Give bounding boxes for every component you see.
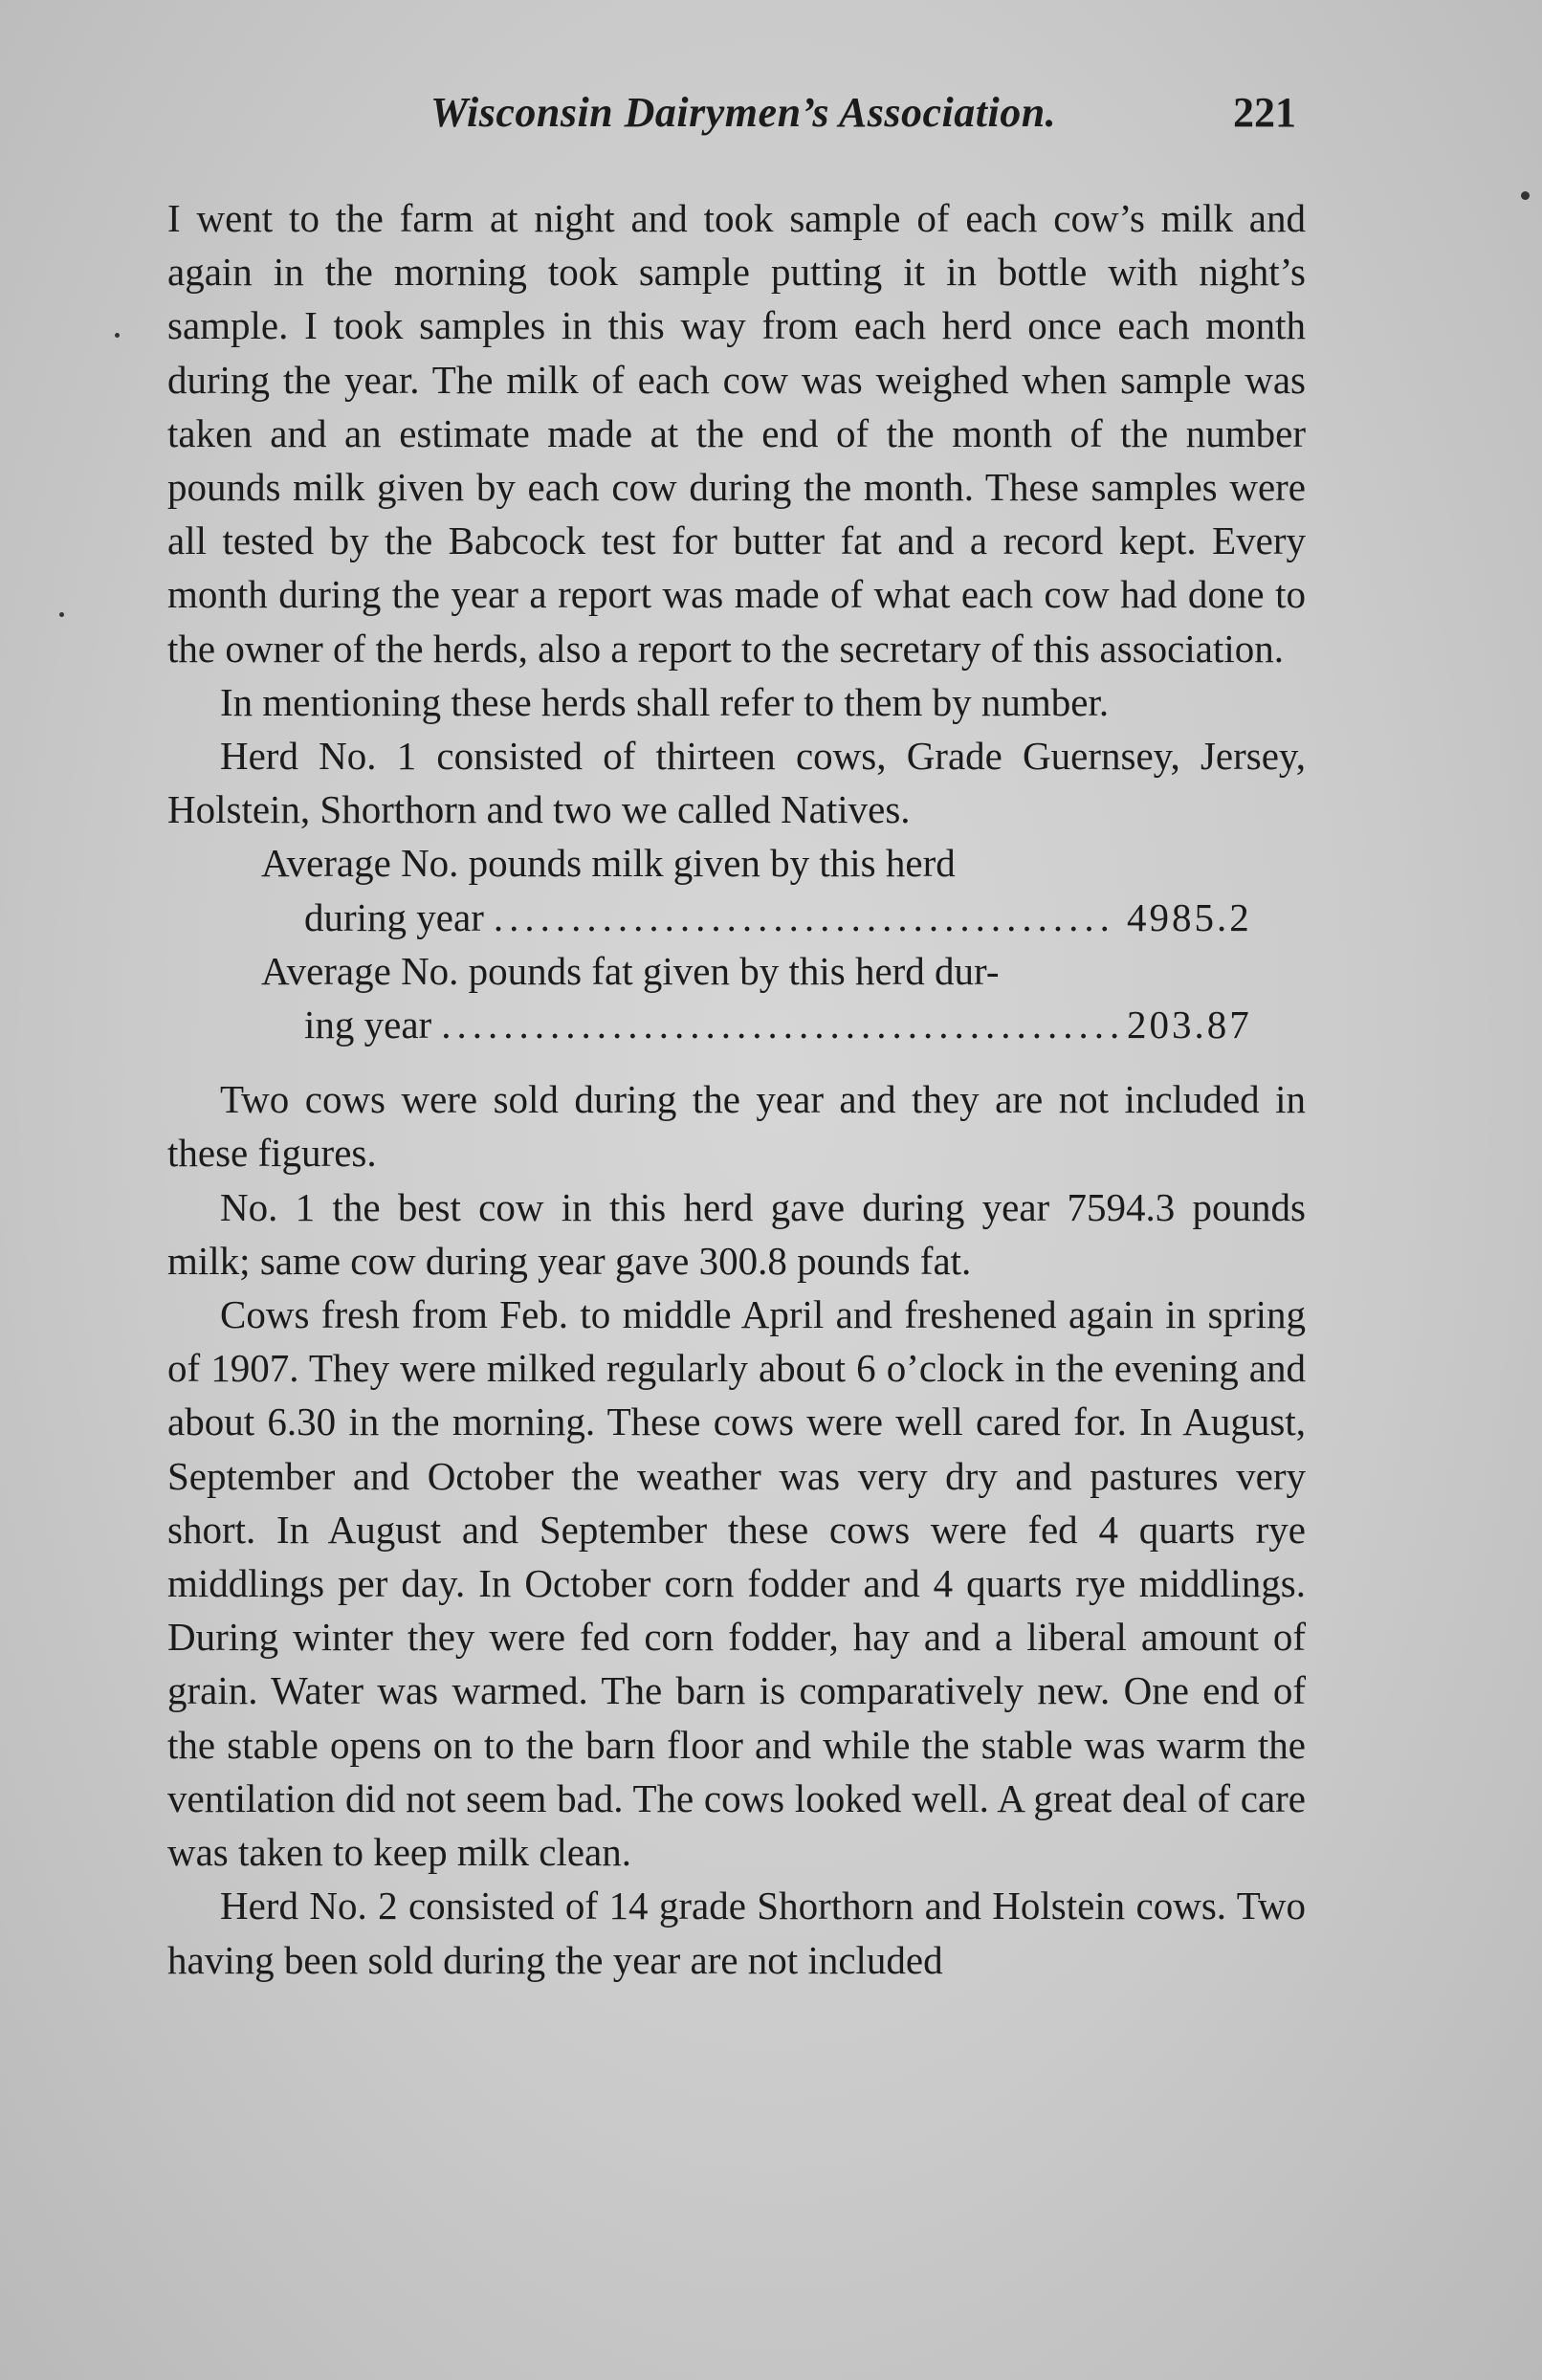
paragraph-cows-sold: Two cows were sold during the year and they are not included in these figures.: [167, 1077, 1306, 1176]
paragraph-herd-1: Herd No. 1 consisted of thirteen cows, Grade Guernsey, Jersey, Holstein, Shorthorn and two we called Natives.: [167, 734, 1306, 832]
margin-speck: [59, 612, 64, 617]
paragraph-best-cow: No. 1 the best cow in this herd gave during year 7594.3 pounds milk; same cow during year gave 300.8 pounds fat.: [167, 1184, 1306, 1283]
running-head: Wisconsin Dairymen’s Association.: [430, 89, 1057, 136]
page-number: 221: [1233, 89, 1296, 136]
average-fat-label: Average No. pounds fat given by this herd dur-: [261, 948, 1000, 993]
dot-leader: [494, 891, 1117, 944]
margin-speck: [1521, 191, 1530, 200]
dot-leader: [441, 998, 1117, 1051]
average-milk-label-cont: during year: [304, 894, 484, 939]
spacer: [167, 1051, 1306, 1072]
page-header: [167, 88, 1296, 155]
average-fat-label-cont: ing year: [304, 1003, 432, 1047]
average-milk-label: Average No. pounds milk given by this herd: [261, 841, 956, 886]
paragraph-herd-2: Herd No. 2 consisted of 14 grade Shorthorn and Holstein cows. Two having been sold during the year are not included: [167, 1884, 1306, 1982]
paragraph-sampling-method: I went to the farm at night and took sample of each cow’s milk and again in the morning took sample putting it in bottle with night’s sample. I took samples in this way from each herd once each month during the year. The milk of each cow was weighed when sample was taken and an estimate made at the end of the month of the number pounds milk given by each cow during the month. These samples were all tested by the Babcock test for butter fat and a record kept. Every month during the year a report was made of what each cow had done to the owner of the herds, also a report to the secretary of this association.: [167, 196, 1306, 671]
paragraph-herd-numbering: In mentioning these herds shall refer to them by number.: [220, 679, 1110, 724]
average-fat-entry: [167, 944, 1306, 1051]
body-text: [167, 191, 1306, 1987]
average-milk-row: [261, 891, 1261, 944]
herd-1-averages: [167, 836, 1306, 1051]
average-milk-entry: [167, 836, 1306, 943]
average-milk-value: 4985.2: [1127, 894, 1252, 939]
average-fat-row: [261, 998, 1261, 1051]
average-fat-value: 203.87: [1127, 1003, 1252, 1047]
margin-speck: [115, 333, 120, 338]
paragraph-herd-1-care: Cows fresh from Feb. to middle April and freshened again in spring of 1907. They were milked regularly about 6 o’clock in the evening and about 6.30 in the morning. These cows were well cared for. In August, September and October the weather was very dry and pastures very short. In August and September these cows were fed 4 quarts rye middlings per day. In October corn fodder and 4 quarts rye middlings. During winter they were fed corn fodder, hay and a liberal amount of grain. Water was warmed. The barn is comparatively new. One end of the stable opens on to the barn floor and while the stable was warm the ventilation did not seem bad. The cows looked well. A great deal of care was taken to keep milk clean.: [167, 1292, 1306, 1875]
